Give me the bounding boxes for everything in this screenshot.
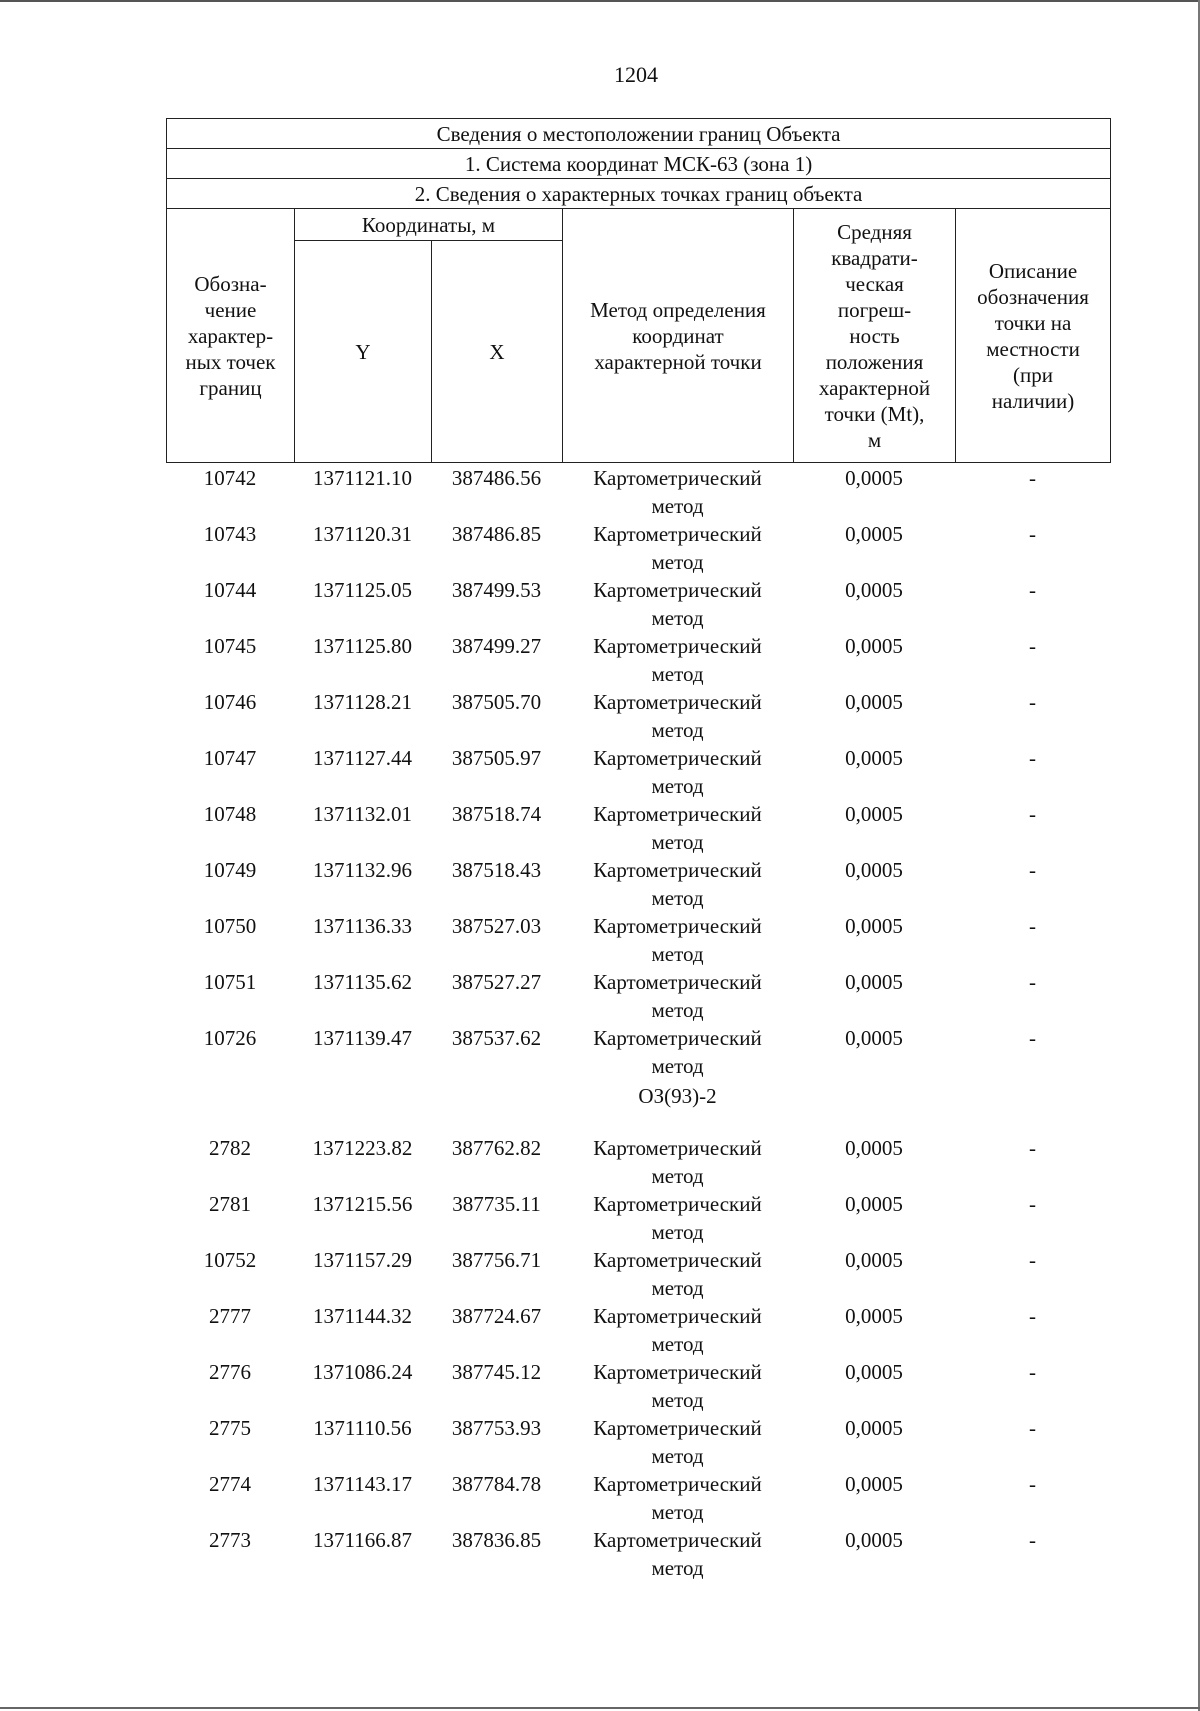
description-cell: -: [1029, 1248, 1036, 1272]
coord-system: 1. Система координат МСК-63 (зона 1): [167, 149, 1111, 179]
header-method-line: характерной точки: [594, 349, 762, 374]
error-cell: 0,0005: [845, 1360, 903, 1384]
error-cell: 0,0005: [845, 1416, 903, 1440]
method-line: метод: [651, 998, 704, 1022]
table-row: [166, 1190, 1110, 1246]
method-cell: [562, 800, 793, 856]
description-cell: -: [1029, 1192, 1036, 1216]
y-cell: 1371139.47: [313, 1026, 412, 1050]
description-cell: -: [1029, 1136, 1036, 1160]
group-label-row: [166, 1080, 1110, 1134]
x-cell: 387527.27: [451, 970, 542, 994]
method-cell: [562, 688, 793, 744]
x-cell: 387499.53: [451, 578, 542, 602]
header-error-line: м: [867, 427, 882, 452]
header-method: [563, 209, 794, 463]
description-cell: -: [1029, 466, 1036, 490]
table-row: [166, 688, 1110, 744]
method-cell: [562, 1470, 793, 1526]
method-line: Картометрический: [593, 1416, 762, 1440]
y-cell: 1371144.32: [313, 1304, 412, 1328]
description-cell: -: [1029, 1528, 1036, 1552]
point-group-2: [166, 1134, 1110, 1582]
x-cell: 387505.97: [451, 746, 542, 770]
table-row: [166, 912, 1110, 968]
error-cell: 0,0005: [845, 970, 903, 994]
header-point-line: ных точек: [185, 349, 276, 374]
x-cell: 387486.85: [451, 522, 542, 546]
table-row: [166, 1302, 1110, 1358]
table-row: [166, 968, 1110, 1024]
x-cell: 387537.62: [451, 1026, 542, 1050]
header-point-line: характер-: [187, 323, 274, 348]
header-error-line: квадрати-: [831, 245, 918, 270]
y-cell: 1371127.44: [313, 746, 412, 770]
description-cell: -: [1029, 970, 1036, 994]
description-cell: -: [1029, 914, 1036, 938]
method-line: метод: [651, 774, 704, 798]
description-cell: -: [1029, 1026, 1036, 1050]
section-title: 2. Сведения о характерных точках границ объекта: [167, 179, 1111, 209]
point-cell: 2774: [209, 1472, 251, 1496]
method-line: Картометрический: [593, 690, 762, 714]
page-number: 1204: [614, 62, 658, 87]
header-desc-line: наличии): [991, 388, 1075, 413]
table-header: [166, 118, 1111, 463]
table-row: [166, 1470, 1110, 1526]
method-cell: [562, 1358, 793, 1414]
error-cell: 0,0005: [845, 466, 903, 490]
method-line: метод: [651, 830, 704, 854]
header-desc-line: точки на: [994, 310, 1072, 335]
y-cell: 1371215.56: [312, 1192, 413, 1216]
header-method-line: координат: [632, 323, 724, 348]
table-row: [166, 520, 1110, 576]
x-cell: 387505.70: [451, 690, 542, 714]
error-cell: 0,0005: [845, 802, 903, 826]
point-cell: 10748: [203, 802, 257, 826]
method-cell: [562, 1246, 793, 1302]
error-cell: 0,0005: [845, 1136, 903, 1160]
x-cell: 387745.12: [451, 1360, 542, 1384]
method-cell: [562, 856, 793, 912]
point-cell: 10747: [203, 746, 257, 770]
error-cell: 0,0005: [845, 1472, 903, 1496]
header-desc-line: (при: [1013, 362, 1054, 387]
header-desc-line: Описание: [988, 258, 1078, 283]
method-cell: [562, 520, 793, 576]
point-cell: 10749: [203, 858, 257, 882]
method-line: Картометрический: [593, 970, 762, 994]
x-cell: 387486.56: [451, 466, 542, 490]
group-label: ОЗ(93)-2: [638, 1084, 717, 1108]
description-cell: -: [1029, 634, 1036, 658]
method-cell: [562, 744, 793, 800]
table-row: [166, 1134, 1110, 1190]
point-cell: 2777: [209, 1304, 251, 1328]
method-line: Картометрический: [593, 1192, 762, 1216]
table-row: [166, 1526, 1110, 1582]
error-cell: 0,0005: [845, 1304, 903, 1328]
table-row: [166, 464, 1110, 520]
method-cell: [562, 464, 793, 520]
table-row: [166, 744, 1110, 800]
error-cell: 0,0005: [845, 634, 903, 658]
x-cell: 387724.67: [451, 1304, 542, 1328]
point-cell: 10744: [203, 578, 257, 602]
point-cell: 2773: [209, 1528, 251, 1552]
method-line: Картометрический: [593, 1026, 762, 1050]
y-cell: 1371132.96: [313, 858, 412, 882]
point-cell: 10745: [203, 634, 257, 658]
method-line: Картометрический: [593, 858, 762, 882]
x-cell: 387836.85: [451, 1528, 542, 1552]
method-cell: [562, 1526, 793, 1582]
method-line: Картометрический: [593, 1360, 762, 1384]
header-error-line: погреш-: [837, 297, 912, 322]
description-cell: -: [1029, 690, 1036, 714]
table-row: [166, 1024, 1110, 1080]
header-coords: Координаты, м: [295, 209, 563, 241]
y-cell: 1371125.05: [313, 578, 412, 602]
description-cell: -: [1029, 1416, 1036, 1440]
x-cell: 387518.43: [451, 858, 542, 882]
description-cell: -: [1029, 802, 1036, 826]
method-line: метод: [651, 494, 704, 518]
method-line: Картометрический: [593, 1248, 762, 1272]
method-cell: [562, 968, 793, 1024]
method-line: метод: [651, 1054, 704, 1078]
error-cell: 0,0005: [845, 1248, 903, 1272]
method-line: Картометрический: [593, 1528, 762, 1552]
header-point-line: Обозна-: [194, 271, 267, 296]
header-description: [956, 209, 1111, 463]
description-cell: -: [1029, 1360, 1036, 1384]
y-cell: 1371136.33: [313, 914, 412, 938]
method-line: Картометрический: [593, 914, 762, 938]
description-cell: -: [1029, 1472, 1036, 1496]
header-point-line: чение: [204, 297, 257, 322]
table-row: [166, 1414, 1110, 1470]
point-cell: 10743: [203, 522, 257, 546]
error-cell: 0,0005: [845, 1192, 903, 1216]
method-line: Картометрический: [593, 634, 762, 658]
point-group-1: [166, 464, 1110, 1080]
point-cell: 10752: [203, 1248, 257, 1272]
table-row: [166, 800, 1110, 856]
description-cell: -: [1029, 1304, 1036, 1328]
table-row: [166, 632, 1110, 688]
method-cell: [562, 1302, 793, 1358]
error-cell: 0,0005: [845, 1528, 903, 1552]
description-cell: -: [1029, 522, 1036, 546]
point-cell: 10751: [203, 970, 257, 994]
header-point: [167, 209, 295, 463]
y-cell: 1371166.87: [313, 1528, 412, 1552]
header-point-line: границ: [199, 375, 262, 400]
header-error-line: ческая: [845, 271, 904, 296]
header-error-line: Средняя: [837, 219, 912, 244]
method-line: метод: [651, 1220, 704, 1244]
method-cell: [562, 1414, 793, 1470]
method-line: Картометрический: [593, 578, 762, 602]
method-line: метод: [651, 1500, 704, 1524]
x-cell: 387499.27: [451, 634, 542, 658]
method-line: Картометрический: [593, 466, 762, 490]
method-cell: [562, 912, 793, 968]
method-line: метод: [651, 1444, 704, 1468]
header-error: [794, 209, 956, 463]
header-x: X: [432, 241, 563, 463]
method-line: Картометрический: [593, 1136, 762, 1160]
method-cell: [562, 1024, 793, 1080]
error-cell: 0,0005: [845, 522, 903, 546]
point-cell: 10746: [203, 690, 257, 714]
header-method-line: Метод определения: [590, 297, 766, 322]
method-line: Картометрический: [593, 1472, 762, 1496]
y-cell: 1371121.10: [313, 466, 412, 490]
x-cell: 387518.74: [451, 802, 542, 826]
error-cell: 0,0005: [845, 1026, 903, 1050]
method-line: метод: [651, 1388, 704, 1412]
point-cell: 2782: [209, 1136, 251, 1160]
description-cell: -: [1029, 858, 1036, 882]
point-cell: 10742: [203, 466, 257, 490]
method-cell: [562, 1190, 793, 1246]
x-cell: 387784.78: [451, 1472, 542, 1496]
description-cell: -: [1029, 746, 1036, 770]
method-line: метод: [651, 606, 704, 630]
method-line: метод: [651, 886, 704, 910]
y-cell: 1371110.56: [313, 1416, 412, 1440]
header-y: Y: [295, 241, 432, 463]
y-cell: 1371223.82: [312, 1136, 413, 1160]
table-row: [166, 856, 1110, 912]
header-error-line: ность: [849, 323, 900, 348]
y-cell: 1371128.21: [313, 690, 412, 714]
point-cell: 2781: [209, 1192, 251, 1216]
method-line: Картометрический: [593, 522, 762, 546]
scan-edge-bottom: [0, 1707, 1200, 1709]
method-line: Картометрический: [593, 1304, 762, 1328]
method-line: метод: [651, 1556, 704, 1580]
table-row: [166, 1358, 1110, 1414]
y-cell: 1371132.01: [313, 802, 412, 826]
method-line: метод: [651, 1332, 704, 1356]
method-cell: [562, 1134, 793, 1190]
y-cell: 1371086.24: [312, 1360, 413, 1384]
method-line: Картометрический: [593, 746, 762, 770]
y-cell: 1371135.62: [313, 970, 412, 994]
table-row: [166, 1246, 1110, 1302]
x-cell: 387753.93: [451, 1416, 542, 1440]
method-line: метод: [651, 942, 704, 966]
error-cell: 0,0005: [845, 578, 903, 602]
point-cell: 10726: [203, 1026, 257, 1050]
header-error-line: положения: [825, 349, 924, 374]
y-cell: 1371120.31: [313, 522, 412, 546]
description-cell: -: [1029, 578, 1036, 602]
x-cell: 387735.11: [452, 1192, 541, 1216]
y-cell: 1371143.17: [313, 1472, 412, 1496]
method-line: Картометрический: [593, 802, 762, 826]
method-line: метод: [651, 550, 704, 574]
error-cell: 0,0005: [845, 858, 903, 882]
point-cell: 10750: [203, 914, 257, 938]
method-line: метод: [651, 1164, 704, 1188]
error-cell: 0,0005: [845, 690, 903, 714]
x-cell: 387762.82: [451, 1136, 542, 1160]
table-body: [166, 464, 1110, 1582]
header-error-line: характерной: [818, 375, 931, 400]
y-cell: 1371157.29: [313, 1248, 412, 1272]
header-error-line: точки (Mt),: [824, 401, 925, 426]
method-line: метод: [651, 1276, 704, 1300]
point-cell: 2776: [209, 1360, 251, 1384]
x-cell: 387756.71: [451, 1248, 542, 1272]
table-title: Сведения о местоположении границ Объекта: [167, 119, 1111, 149]
error-cell: 0,0005: [845, 914, 903, 938]
point-cell: 2775: [209, 1416, 251, 1440]
method-line: метод: [651, 662, 704, 686]
method-cell: [562, 632, 793, 688]
y-cell: 1371125.80: [313, 634, 412, 658]
scan-edge-top: [0, 0, 1200, 2]
table-row: [166, 576, 1110, 632]
method-line: метод: [651, 718, 704, 742]
x-cell: 387527.03: [451, 914, 542, 938]
method-cell: [562, 576, 793, 632]
error-cell: 0,0005: [845, 746, 903, 770]
header-desc-line: местности: [986, 336, 1080, 361]
header-desc-line: обозначения: [977, 284, 1089, 309]
